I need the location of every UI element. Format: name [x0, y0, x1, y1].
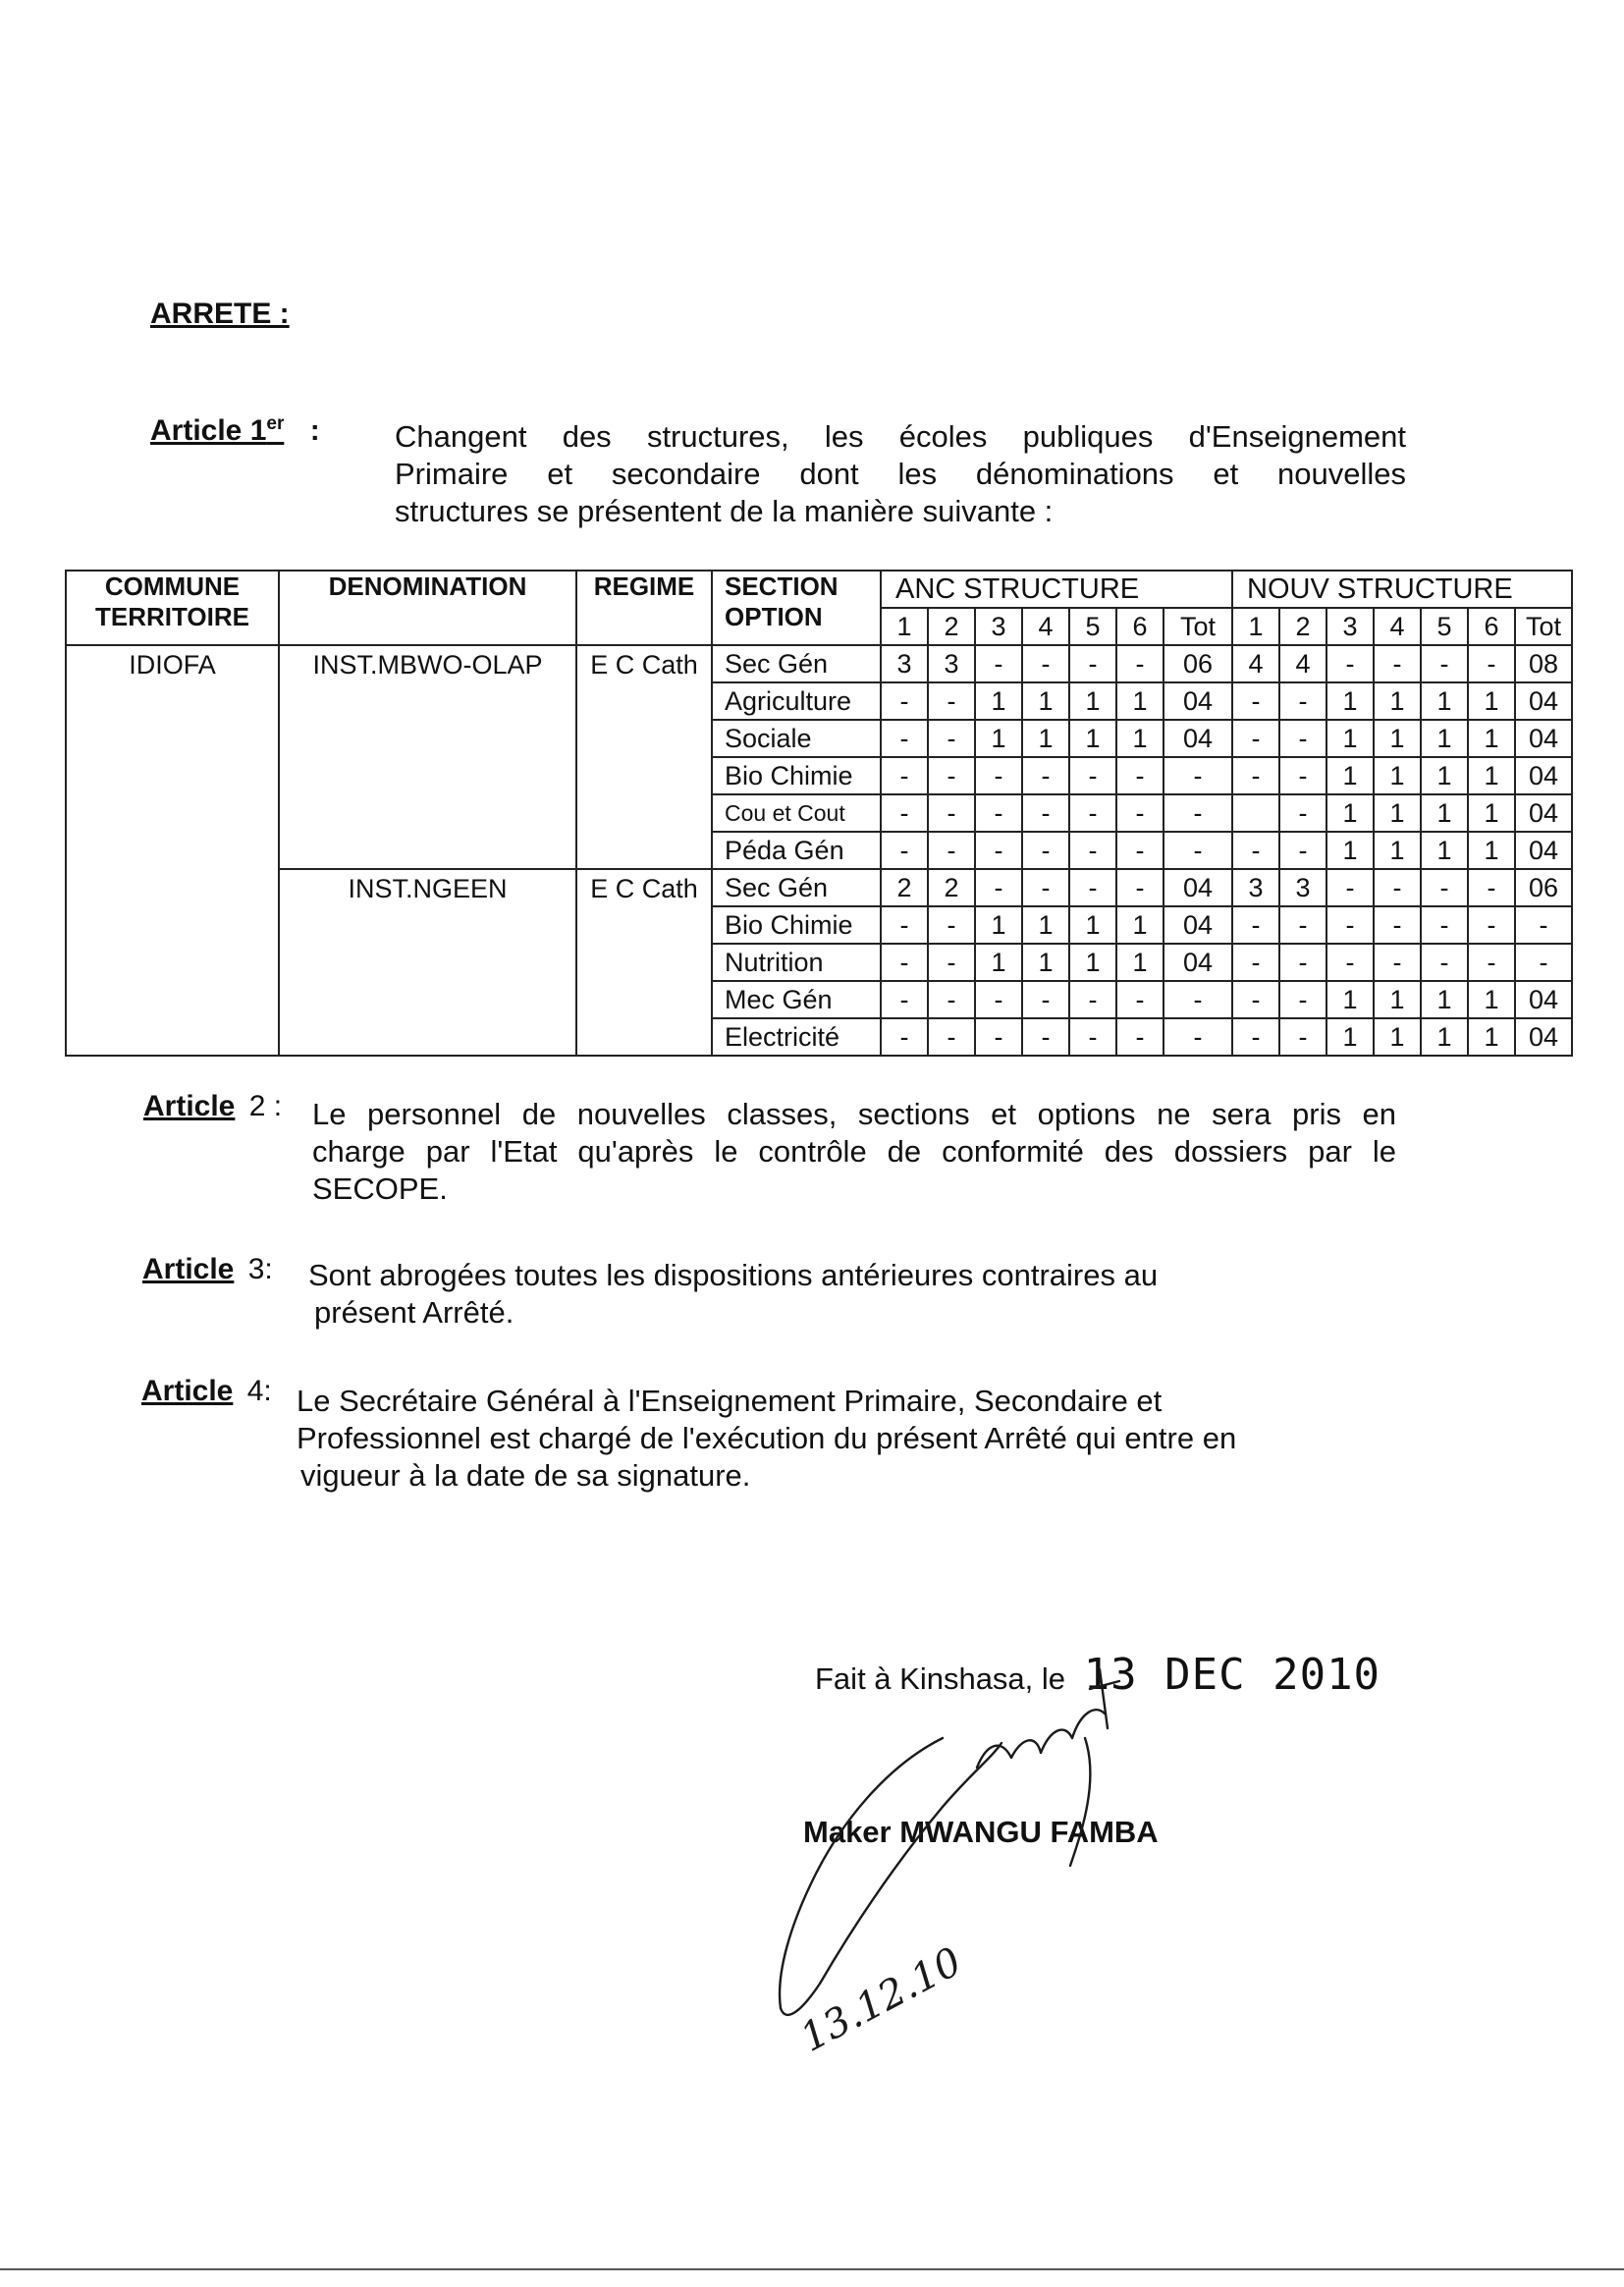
- anc-value-cell: -: [975, 757, 1022, 794]
- nouv-value-cell: 04: [1515, 794, 1572, 832]
- anc-value-cell: -: [881, 906, 928, 944]
- anc-value-cell: -: [928, 1018, 975, 1056]
- anc-value-cell: -: [1116, 981, 1164, 1018]
- anc-value-cell: -: [1069, 1018, 1116, 1056]
- anc-value-cell: 04: [1164, 869, 1232, 906]
- nouv-value-cell: -: [1232, 832, 1279, 869]
- nouv-value-cell: -: [1279, 832, 1326, 869]
- nouv-value-cell: 1: [1421, 1018, 1468, 1056]
- nouv-value-cell: 1: [1374, 832, 1421, 869]
- anc-value-cell: 1: [1116, 906, 1164, 944]
- nouv-value-cell: -: [1279, 981, 1326, 1018]
- anc-value-cell: 3: [881, 645, 928, 682]
- nouv-value-cell: -: [1279, 944, 1326, 981]
- section-cell: Sec Gén: [712, 869, 881, 906]
- nouv-value-cell: 1: [1421, 794, 1468, 832]
- anc-value-cell: 1: [1022, 682, 1069, 720]
- anc-value-cell: 04: [1164, 720, 1232, 757]
- anc-value-cell: -: [1069, 794, 1116, 832]
- anc-value-cell: -: [928, 981, 975, 1018]
- anc-value-cell: -: [928, 944, 975, 981]
- anc-value-cell: -: [1069, 832, 1116, 869]
- nouv-value-cell: -: [1421, 906, 1468, 944]
- article-3-title: Article: [142, 1253, 235, 1285]
- article-3-line: Sont abrogées toutes les dispositions antérieures contraires au: [308, 1258, 1159, 1292]
- anc-value-cell: -: [1164, 832, 1232, 869]
- article-4-line: Professionnel est chargé de l'exécution du présent Arrêté qui entre en: [297, 1421, 1237, 1455]
- nouv-value-cell: -: [1232, 906, 1279, 944]
- nouv-value-cell: -: [1421, 645, 1468, 682]
- nouv-value-cell: 06: [1515, 869, 1572, 906]
- nouv-value-cell: 1: [1421, 682, 1468, 720]
- nouv-value-cell: -: [1515, 906, 1572, 944]
- article-3-number: 3:: [247, 1253, 273, 1285]
- anc-value-cell: -: [881, 832, 928, 869]
- anc-value-cell: 1: [1069, 682, 1116, 720]
- article-4-line: Le Secrétaire Général à l'Enseignement Primaire, Secondaire et: [297, 1384, 1163, 1418]
- anc-value-cell: 1: [1069, 720, 1116, 757]
- header-nouv-col: 6: [1468, 608, 1515, 645]
- anc-value-cell: -: [1069, 869, 1116, 906]
- anc-value-cell: -: [975, 645, 1022, 682]
- header-anc-structure: ANC STRUCTURE: [881, 571, 1232, 608]
- nouv-value-cell: -: [1279, 794, 1326, 832]
- nouv-value-cell: -: [1279, 682, 1326, 720]
- anc-value-cell: -: [975, 1018, 1022, 1056]
- section-cell: Sec Gén: [712, 645, 881, 682]
- anc-value-cell: 1: [1022, 906, 1069, 944]
- nouv-value-cell: -: [1279, 720, 1326, 757]
- nouv-value-cell: -: [1326, 906, 1374, 944]
- nouv-value-cell: 1: [1374, 981, 1421, 1018]
- nouv-value-cell: 1: [1326, 1018, 1374, 1056]
- nouv-value-cell: 1: [1468, 1018, 1515, 1056]
- signature-place: Fait à Kinshasa, le: [815, 1661, 1066, 1696]
- anc-value-cell: -: [1116, 757, 1164, 794]
- nouv-value-cell: 1: [1421, 981, 1468, 1018]
- anc-value-cell: 1: [975, 720, 1022, 757]
- anc-value-cell: -: [1164, 1018, 1232, 1056]
- nouv-value-cell: -: [1232, 981, 1279, 1018]
- anc-value-cell: -: [1022, 757, 1069, 794]
- header-anc-col: 5: [1069, 608, 1116, 645]
- anc-value-cell: -: [881, 757, 928, 794]
- page-bottom-rule: [0, 2268, 1624, 2270]
- nouv-value-cell: -: [1232, 1018, 1279, 1056]
- header-nouv-structure: NOUV STRUCTURE: [1232, 571, 1572, 608]
- nouv-value-cell: 1: [1468, 794, 1515, 832]
- anc-value-cell: -: [928, 757, 975, 794]
- nouv-value-cell: -: [1374, 645, 1421, 682]
- article-4-title: Article: [141, 1375, 234, 1407]
- anc-value-cell: -: [928, 906, 975, 944]
- nouv-value-cell: -: [1468, 869, 1515, 906]
- nouv-value-cell: -: [1279, 757, 1326, 794]
- nouv-value-cell: -: [1232, 682, 1279, 720]
- anc-value-cell: -: [1022, 645, 1069, 682]
- header-commune-line: COMMUNE: [104, 572, 241, 601]
- anc-value-cell: -: [1022, 981, 1069, 1018]
- nouv-value-cell: -: [1468, 944, 1515, 981]
- school-name-cell: INST.NGEEN: [279, 869, 576, 1056]
- anc-value-cell: -: [881, 981, 928, 1018]
- nouv-value-cell: 1: [1421, 720, 1468, 757]
- anc-value-cell: 1: [975, 944, 1022, 981]
- header-anc-col: Tot: [1164, 608, 1232, 645]
- signature-stroke: [1070, 1738, 1090, 1866]
- nouv-value-cell: 1: [1326, 757, 1374, 794]
- document-heading: ARRETE :: [150, 298, 290, 330]
- section-cell: Mec Gén: [712, 981, 881, 1018]
- section-cell: Electricité: [712, 1018, 881, 1056]
- section-cell: Cou et Cout: [712, 794, 881, 832]
- nouv-value-cell: -: [1468, 645, 1515, 682]
- section-cell: Nutrition: [712, 944, 881, 981]
- nouv-value-cell: -: [1374, 944, 1421, 981]
- nouv-value-cell: 04: [1515, 720, 1572, 757]
- anc-value-cell: 1: [975, 682, 1022, 720]
- anc-value-cell: -: [881, 794, 928, 832]
- anc-value-cell: -: [881, 720, 928, 757]
- article-4-number: 4:: [246, 1375, 272, 1407]
- header-commune-line: TERRITOIRE: [95, 602, 249, 631]
- header-anc-col: 3: [975, 608, 1022, 645]
- nouv-value-cell: 1: [1326, 720, 1374, 757]
- anc-value-cell: -: [928, 720, 975, 757]
- anc-value-cell: -: [928, 682, 975, 720]
- section-cell: Bio Chimie: [712, 906, 881, 944]
- anc-value-cell: 1: [1116, 682, 1164, 720]
- anc-value-cell: 2: [928, 869, 975, 906]
- nouv-value-cell: 1: [1468, 981, 1515, 1018]
- nouv-value-cell: -: [1468, 906, 1515, 944]
- header-regime: REGIME: [576, 571, 712, 645]
- nouv-value-cell: -: [1326, 645, 1374, 682]
- header-denomination: DENOMINATION: [279, 571, 576, 645]
- nouv-value-cell: 1: [1374, 794, 1421, 832]
- nouv-value-cell: -: [1279, 906, 1326, 944]
- article-2-title: Article: [143, 1090, 236, 1122]
- nouv-value-cell: 1: [1421, 757, 1468, 794]
- signer-name: Maker MWANGU FAMBA: [803, 1815, 1159, 1849]
- anc-value-cell: -: [975, 869, 1022, 906]
- anc-value-cell: 1: [1069, 944, 1116, 981]
- nouv-value-cell: 1: [1468, 720, 1515, 757]
- anc-value-cell: 06: [1164, 645, 1232, 682]
- anc-value-cell: -: [1116, 869, 1164, 906]
- header-anc-col: 6: [1116, 608, 1164, 645]
- article-1-line: structures se présentent de la manière suivante :: [395, 494, 1054, 528]
- section-cell: Agriculture: [712, 682, 881, 720]
- anc-value-cell: 1: [975, 906, 1022, 944]
- anc-value-cell: 1: [1069, 906, 1116, 944]
- nouv-value-cell: -: [1232, 944, 1279, 981]
- nouv-value-cell: 1: [1468, 682, 1515, 720]
- nouv-value-cell: 3: [1279, 869, 1326, 906]
- anc-value-cell: -: [1022, 869, 1069, 906]
- anc-value-cell: -: [975, 794, 1022, 832]
- nouv-value-cell: 08: [1515, 645, 1572, 682]
- anc-value-cell: 1: [1116, 944, 1164, 981]
- nouv-value-cell: -: [1421, 944, 1468, 981]
- article-1-superscript: er: [266, 413, 285, 434]
- article-1-title: Article 1: [150, 414, 267, 447]
- anc-value-cell: -: [1164, 794, 1232, 832]
- nouv-value-cell: 1: [1374, 720, 1421, 757]
- anc-value-cell: -: [1116, 645, 1164, 682]
- nouv-value-cell: 1: [1468, 832, 1515, 869]
- anc-value-cell: -: [1164, 981, 1232, 1018]
- nouv-value-cell: 1: [1326, 832, 1374, 869]
- header-anc-col: 2: [928, 608, 975, 645]
- nouv-value-cell: 1: [1326, 682, 1374, 720]
- nouv-value-cell: 1: [1326, 981, 1374, 1018]
- anc-value-cell: -: [881, 944, 928, 981]
- anc-value-cell: -: [1069, 981, 1116, 1018]
- article-1-line: Changent des structures, les écoles publiques d'Enseignement: [395, 419, 1406, 454]
- anc-value-cell: -: [881, 1018, 928, 1056]
- nouv-value-cell: 1: [1421, 832, 1468, 869]
- nouv-value-cell: 4: [1279, 645, 1326, 682]
- signature-stroke: [1090, 1669, 1119, 1728]
- article-3-line: présent Arrêté.: [314, 1295, 514, 1330]
- anc-value-cell: 04: [1164, 944, 1232, 981]
- anc-value-cell: -: [1022, 832, 1069, 869]
- section-cell: Bio Chimie: [712, 757, 881, 794]
- nouv-value-cell: -: [1326, 944, 1374, 981]
- nouv-value-cell: 1: [1374, 682, 1421, 720]
- nouv-value-cell: 04: [1515, 981, 1572, 1018]
- anc-value-cell: -: [1164, 757, 1232, 794]
- anc-value-cell: -: [1022, 1018, 1069, 1056]
- anc-value-cell: 1: [1116, 720, 1164, 757]
- nouv-value-cell: -: [1232, 757, 1279, 794]
- nouv-value-cell: -: [1374, 906, 1421, 944]
- anc-value-cell: -: [1022, 794, 1069, 832]
- nouv-value-cell: 04: [1515, 832, 1572, 869]
- nouv-value-cell: 1: [1374, 1018, 1421, 1056]
- date-stamp: 13 DEC 2010: [1083, 1650, 1381, 1700]
- article-2-line: SECOPE.: [312, 1171, 448, 1206]
- anc-value-cell: -: [1116, 1018, 1164, 1056]
- header-nouv-col: Tot: [1515, 608, 1572, 645]
- article-2-line: charge par l'Etat qu'après le contrôle de conformité des dossiers par le: [312, 1134, 1396, 1169]
- handwritten-date: 13.12.10: [793, 1938, 969, 2061]
- article-1-colon: :: [309, 414, 320, 447]
- regime-cell: E C Cath: [576, 869, 712, 1056]
- nouv-value-cell: 4: [1232, 645, 1279, 682]
- nouv-value-cell: -: [1421, 869, 1468, 906]
- anc-value-cell: -: [975, 981, 1022, 1018]
- nouv-value-cell: 1: [1374, 757, 1421, 794]
- header-nouv-col: 5: [1421, 608, 1468, 645]
- article-1-line: Primaire et secondaire dont les dénominations et nouvelles: [395, 457, 1406, 491]
- header-section-line: SECTION: [725, 572, 839, 601]
- anc-value-cell: 3: [928, 645, 975, 682]
- anc-value-cell: 04: [1164, 682, 1232, 720]
- school-name-cell: INST.MBWO-OLAP: [279, 645, 576, 869]
- nouv-value-cell: 1: [1468, 757, 1515, 794]
- header-nouv-col: 4: [1374, 608, 1421, 645]
- nouv-value-cell: 04: [1515, 682, 1572, 720]
- nouv-value-cell: 1: [1326, 794, 1374, 832]
- article-2-line: Le personnel de nouvelles classes, sections et options ne sera pris en: [312, 1097, 1396, 1131]
- anc-value-cell: 1: [1022, 720, 1069, 757]
- article-2-number: 2 :: [248, 1090, 283, 1122]
- nouv-value-cell: -: [1279, 1018, 1326, 1056]
- anc-value-cell: -: [928, 794, 975, 832]
- anc-value-cell: -: [881, 682, 928, 720]
- header-nouv-col: 2: [1279, 608, 1326, 645]
- header-nouv-col: 3: [1326, 608, 1374, 645]
- section-cell: Sociale: [712, 720, 881, 757]
- nouv-value-cell: 3: [1232, 869, 1279, 906]
- header-section-line: OPTION: [725, 602, 823, 631]
- anc-value-cell: -: [1116, 794, 1164, 832]
- anc-value-cell: -: [1116, 832, 1164, 869]
- nouv-value-cell: -: [1374, 869, 1421, 906]
- anc-value-cell: 2: [881, 869, 928, 906]
- anc-value-cell: 04: [1164, 906, 1232, 944]
- nouv-value-cell: -: [1326, 869, 1374, 906]
- nouv-value-cell: -: [1515, 944, 1572, 981]
- nouv-value-cell: 04: [1515, 1018, 1572, 1056]
- header-anc-col: 4: [1022, 608, 1069, 645]
- anc-value-cell: -: [1069, 757, 1116, 794]
- section-cell: Péda Gén: [712, 832, 881, 869]
- header-anc-col: 1: [881, 608, 928, 645]
- regime-cell: E C Cath: [576, 645, 712, 869]
- commune-cell: IDIOFA: [66, 645, 279, 1056]
- nouv-value-cell: 04: [1515, 757, 1572, 794]
- header-nouv-col: 1: [1232, 608, 1279, 645]
- anc-value-cell: -: [975, 832, 1022, 869]
- article-4-line: vigueur à la date de sa signature.: [300, 1458, 751, 1493]
- anc-value-cell: 1: [1022, 944, 1069, 981]
- nouv-value-cell: -: [1232, 720, 1279, 757]
- anc-value-cell: -: [1069, 645, 1116, 682]
- anc-value-cell: -: [928, 832, 975, 869]
